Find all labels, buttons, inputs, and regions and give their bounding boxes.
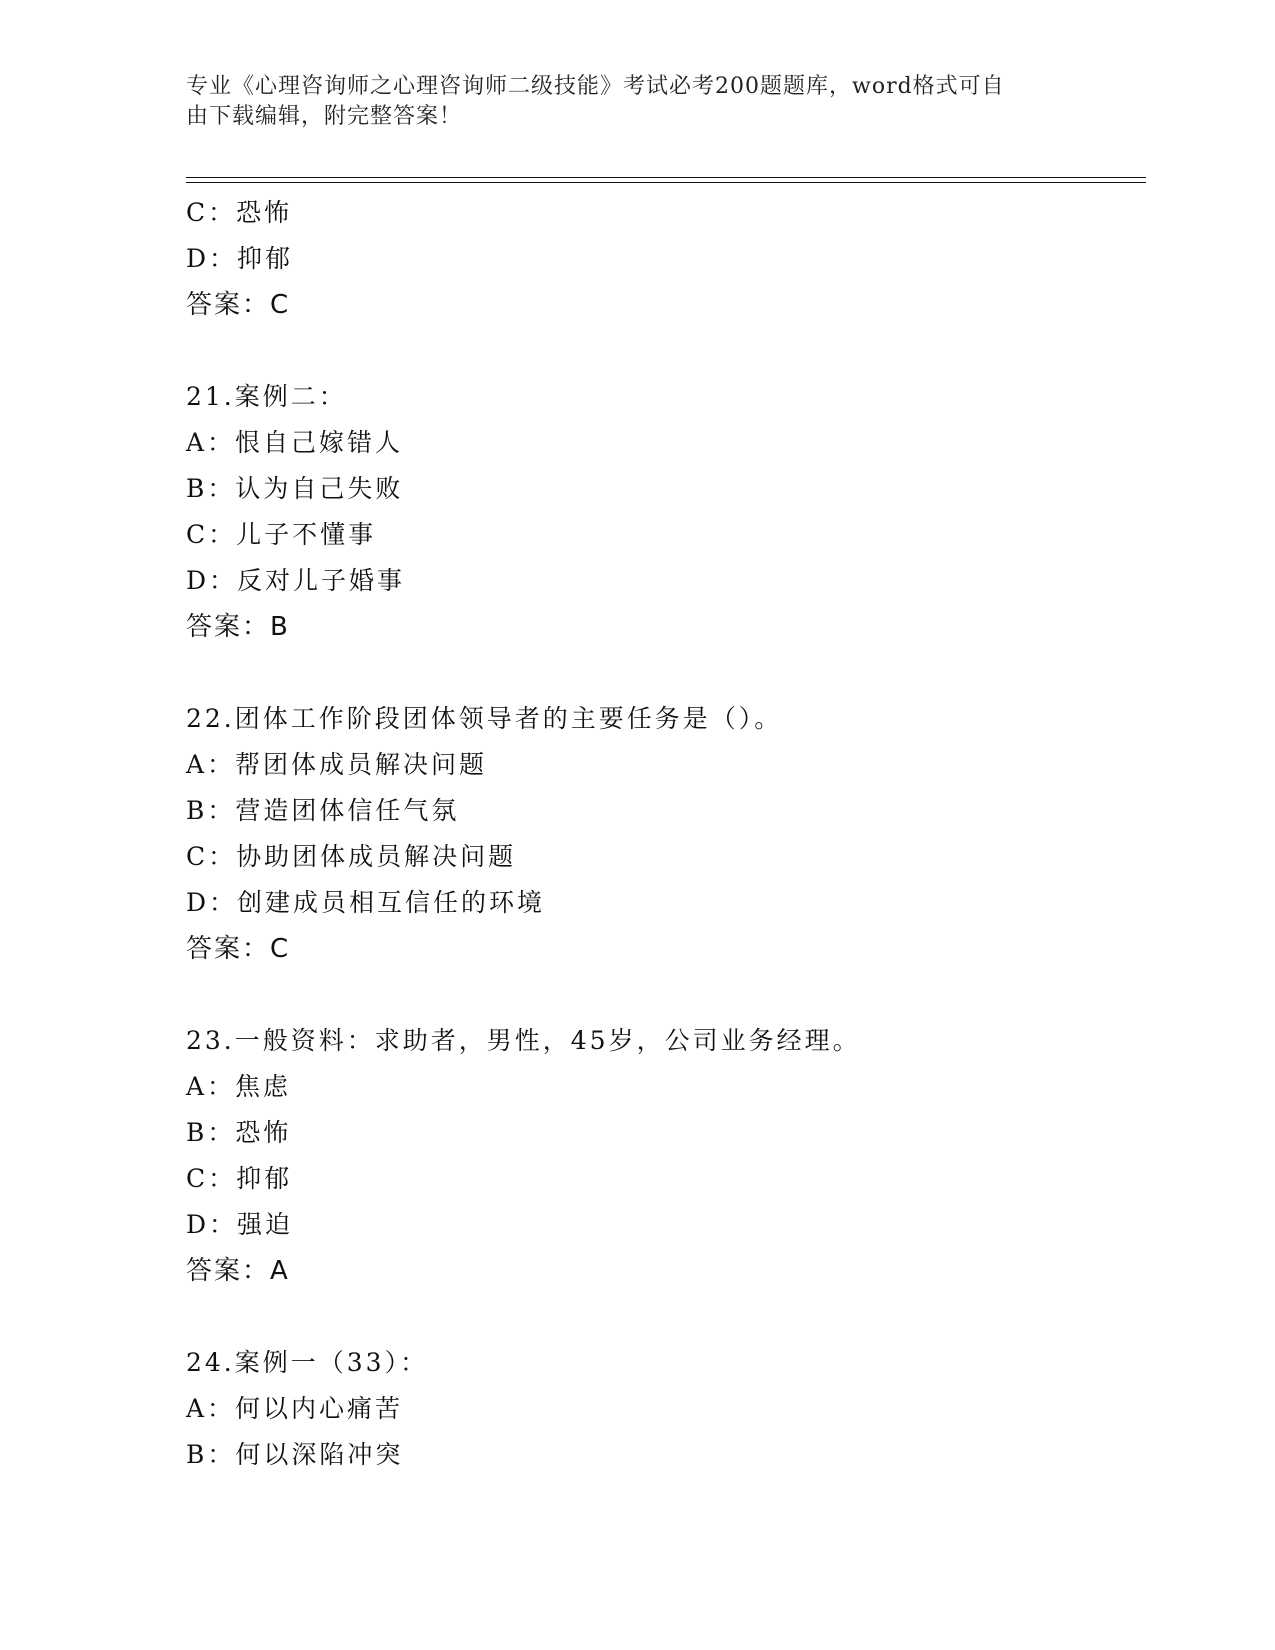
- option-line: D：抑郁: [186, 244, 294, 273]
- spacer: [186, 650, 1146, 696]
- option-line: A：帮团体成员解决问题: [186, 750, 488, 779]
- option-line: A：何以内心痛苦: [186, 1394, 404, 1423]
- header-rule-bottom: [186, 182, 1146, 183]
- option-line: D：反对儿子婚事: [186, 566, 406, 595]
- option-line: C：儿子不懂事: [186, 520, 377, 549]
- question-stem: 23.一般资料：求助者，男性，45岁，公司业务经理。: [186, 1026, 861, 1055]
- answer-line: 答案：C: [186, 290, 291, 320]
- document-header: [186, 72, 1066, 132]
- option-line: D：创建成员相互信任的环境: [186, 888, 546, 917]
- answer-line: 答案：C: [186, 934, 291, 964]
- option-line: D：强迫: [186, 1210, 294, 1239]
- spacer: [186, 1294, 1146, 1340]
- option-line: A：焦虑: [186, 1072, 292, 1101]
- option-line: C：抑郁: [186, 1164, 293, 1193]
- answer-line: 答案：A: [186, 1256, 290, 1286]
- question-stem: 22.团体工作阶段团体领导者的主要任务是（）。: [186, 704, 783, 733]
- question-stem: 21.案例二：: [186, 382, 347, 411]
- option-line: C：恐怖: [186, 198, 293, 227]
- option-line: B：认为自己失败: [186, 474, 404, 503]
- option-line: A：恨自己嫁错人: [186, 428, 404, 457]
- answer-line: 答案：B: [186, 612, 290, 642]
- option-line: B：何以深陷冲突: [186, 1440, 404, 1469]
- option-line: B：营造团体信任气氛: [186, 796, 460, 825]
- header-line-2: 由下载编辑，附完整答案！: [186, 104, 463, 129]
- option-line: C：协助团体成员解决问题: [186, 842, 517, 871]
- spacer: [186, 972, 1146, 1018]
- question-stem: 24.案例一（33）：: [186, 1348, 429, 1377]
- spacer: [186, 328, 1146, 374]
- header-rule-top: [186, 177, 1146, 178]
- question-list: [186, 190, 1146, 1478]
- header-line-1: 专业《心理咨询师之心理咨询师二级技能》考试必考200题题库，word格式可自: [186, 74, 1005, 99]
- option-line: B：恐怖: [186, 1118, 292, 1147]
